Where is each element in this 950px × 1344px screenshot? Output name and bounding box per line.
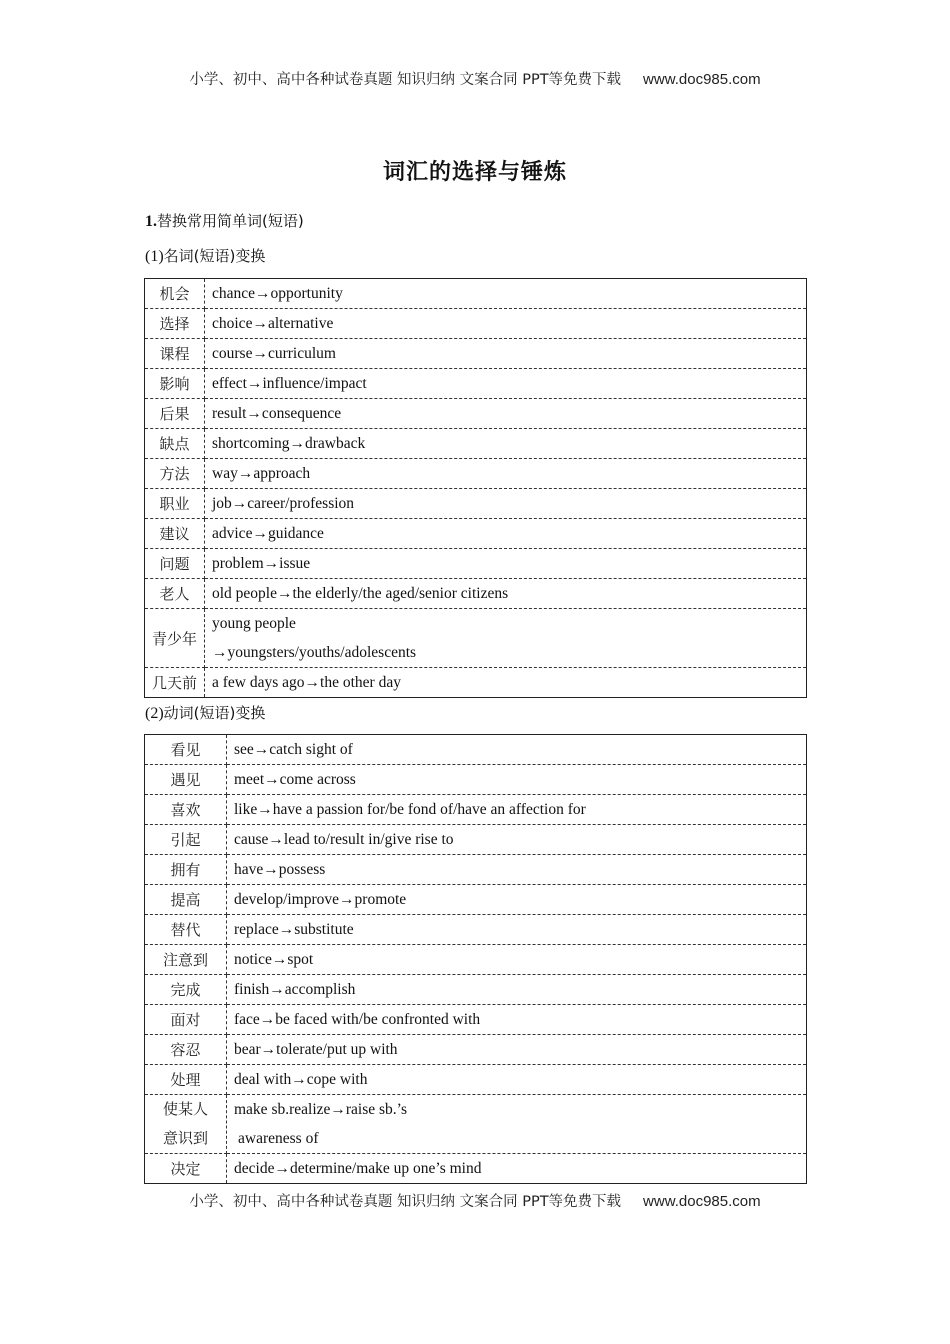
chinese-term: 职业 xyxy=(145,489,205,519)
chinese-term: 影响 xyxy=(145,369,205,399)
chinese-term: 缺点 xyxy=(145,429,205,459)
english-replacement: replace→substitute xyxy=(227,915,807,945)
chinese-term: 替代 xyxy=(145,915,227,945)
verbs-heading-label: 动词(短语)变换 xyxy=(163,704,266,722)
table-row xyxy=(145,579,807,609)
page-footer xyxy=(0,1190,950,1211)
english-replacement: like→have a passion for/be fond of/have an affection for xyxy=(227,795,807,825)
english-replacement: way→approach xyxy=(205,459,807,489)
english-replacement: a few days ago→the other day xyxy=(212,673,401,691)
table-row xyxy=(145,489,807,519)
english-replacement: effect→influence/impact xyxy=(205,369,807,399)
chinese-term: 注意到 xyxy=(145,945,227,975)
chinese-term: 引起 xyxy=(145,825,227,855)
english-replacement: deal with→cope with xyxy=(227,1065,807,1095)
english-replacement: cause→lead to/result in/give rise to xyxy=(227,825,807,855)
english-replacement: job→career/profession xyxy=(205,489,807,519)
english-replacement: course→curriculum xyxy=(205,339,807,369)
table-row xyxy=(145,735,807,765)
chinese-term: 决定 xyxy=(145,1154,227,1184)
table-row xyxy=(145,825,807,855)
chinese-term: 容忍 xyxy=(145,1035,227,1065)
table-row xyxy=(145,765,807,795)
table-row xyxy=(145,399,807,429)
footer-url[interactable]: www.doc985.com xyxy=(643,1193,761,1210)
verbs-table xyxy=(144,734,807,1184)
chinese-term: 青少年 xyxy=(145,609,205,668)
chinese-term: 完成 xyxy=(145,975,227,1005)
chinese-term-line: 意识到 xyxy=(162,1129,208,1147)
chinese-term xyxy=(145,1095,227,1154)
chinese-term: 处理 xyxy=(145,1065,227,1095)
english-line: →youngsters/youths/adolescents xyxy=(212,644,417,661)
chinese-term: 看见 xyxy=(145,735,227,765)
english-replacement: problem→issue xyxy=(205,549,807,579)
english-replacement: advice→guidance xyxy=(205,519,807,549)
table-row xyxy=(145,885,807,915)
chinese-term: 建议 xyxy=(145,519,205,549)
chinese-term: 提高 xyxy=(145,885,227,915)
page-header xyxy=(0,68,950,89)
table-row xyxy=(145,609,807,668)
table-row xyxy=(145,369,807,399)
section-label: 替换常用简单词(短语) xyxy=(157,212,304,230)
table-row xyxy=(145,429,807,459)
english-replacement: choice→alternative xyxy=(205,309,807,339)
table-row xyxy=(145,668,807,698)
header-url[interactable]: www.doc985.com xyxy=(643,71,761,88)
table-row xyxy=(145,459,807,489)
table-row xyxy=(145,1035,807,1065)
page-title: 词汇的选择与锤炼 xyxy=(382,160,567,185)
english-replacement: face→be faced with/be confronted with xyxy=(227,1005,807,1035)
english-replacement: have→possess xyxy=(227,855,807,885)
nouns-heading xyxy=(145,245,265,266)
nouns-heading-label: 名词(短语)变换 xyxy=(163,247,266,265)
english-replacement: meet→come across xyxy=(227,765,807,795)
chinese-term: 机会 xyxy=(145,279,205,309)
table-row xyxy=(145,339,807,369)
english-replacement: develop/improve→promote xyxy=(227,885,807,915)
chinese-term: 喜欢 xyxy=(145,795,227,825)
table-row xyxy=(145,1095,807,1154)
table-row xyxy=(145,975,807,1005)
english-line: awareness of xyxy=(238,1130,319,1147)
nouns-heading-number: (1) xyxy=(145,248,164,265)
english-replacement: notice→spot xyxy=(227,945,807,975)
table-row xyxy=(145,309,807,339)
table-row xyxy=(145,855,807,885)
english-line: young people xyxy=(212,615,296,632)
table-row xyxy=(145,1005,807,1035)
english-replacement: bear→tolerate/put up with xyxy=(227,1035,807,1065)
table-row xyxy=(145,279,807,309)
english-replacement: shortcoming→drawback xyxy=(205,429,807,459)
table-row xyxy=(145,915,807,945)
english-replacement: decide→determine/make up one’s mind xyxy=(234,1159,482,1177)
english-replacement: see→catch sight of xyxy=(227,735,807,765)
chinese-term: 选择 xyxy=(145,309,205,339)
footer-text: 小学、初中、高中各种试卷真题 知识归纳 文案合同 PPT等免费下载 xyxy=(189,1194,622,1210)
chinese-term: 后果 xyxy=(145,399,205,429)
table-row xyxy=(145,945,807,975)
english-replacement: old people→the elderly/the aged/senior citizens xyxy=(205,579,807,609)
verbs-heading xyxy=(145,702,265,723)
nouns-table xyxy=(144,278,807,698)
chinese-term-line: 使某人 xyxy=(162,1100,208,1118)
english-replacement xyxy=(227,1095,807,1154)
english-replacement xyxy=(205,609,807,668)
english-replacement: finish→accomplish xyxy=(227,975,807,1005)
table-row xyxy=(145,1154,807,1184)
table-row xyxy=(145,795,807,825)
chinese-term: 方法 xyxy=(145,459,205,489)
chinese-term: 拥有 xyxy=(145,855,227,885)
chinese-term: 遇见 xyxy=(145,765,227,795)
section-number: 1. xyxy=(145,213,157,230)
verbs-heading-number: (2) xyxy=(145,705,164,722)
chinese-term: 课程 xyxy=(145,339,205,369)
chinese-term: 几天前 xyxy=(145,668,205,698)
english-line: make sb.realize→raise sb.’s xyxy=(234,1101,408,1118)
english-replacement: result→consequence xyxy=(205,399,807,429)
table-row xyxy=(145,519,807,549)
section-heading xyxy=(145,210,304,231)
english-replacement: chance→opportunity xyxy=(205,279,807,309)
table-row xyxy=(145,1065,807,1095)
chinese-term: 问题 xyxy=(145,549,205,579)
chinese-term: 面对 xyxy=(145,1005,227,1035)
chinese-term: 老人 xyxy=(145,579,205,609)
header-text: 小学、初中、高中各种试卷真题 知识归纳 文案合同 PPT等免费下载 xyxy=(189,72,622,88)
table-row xyxy=(145,549,807,579)
